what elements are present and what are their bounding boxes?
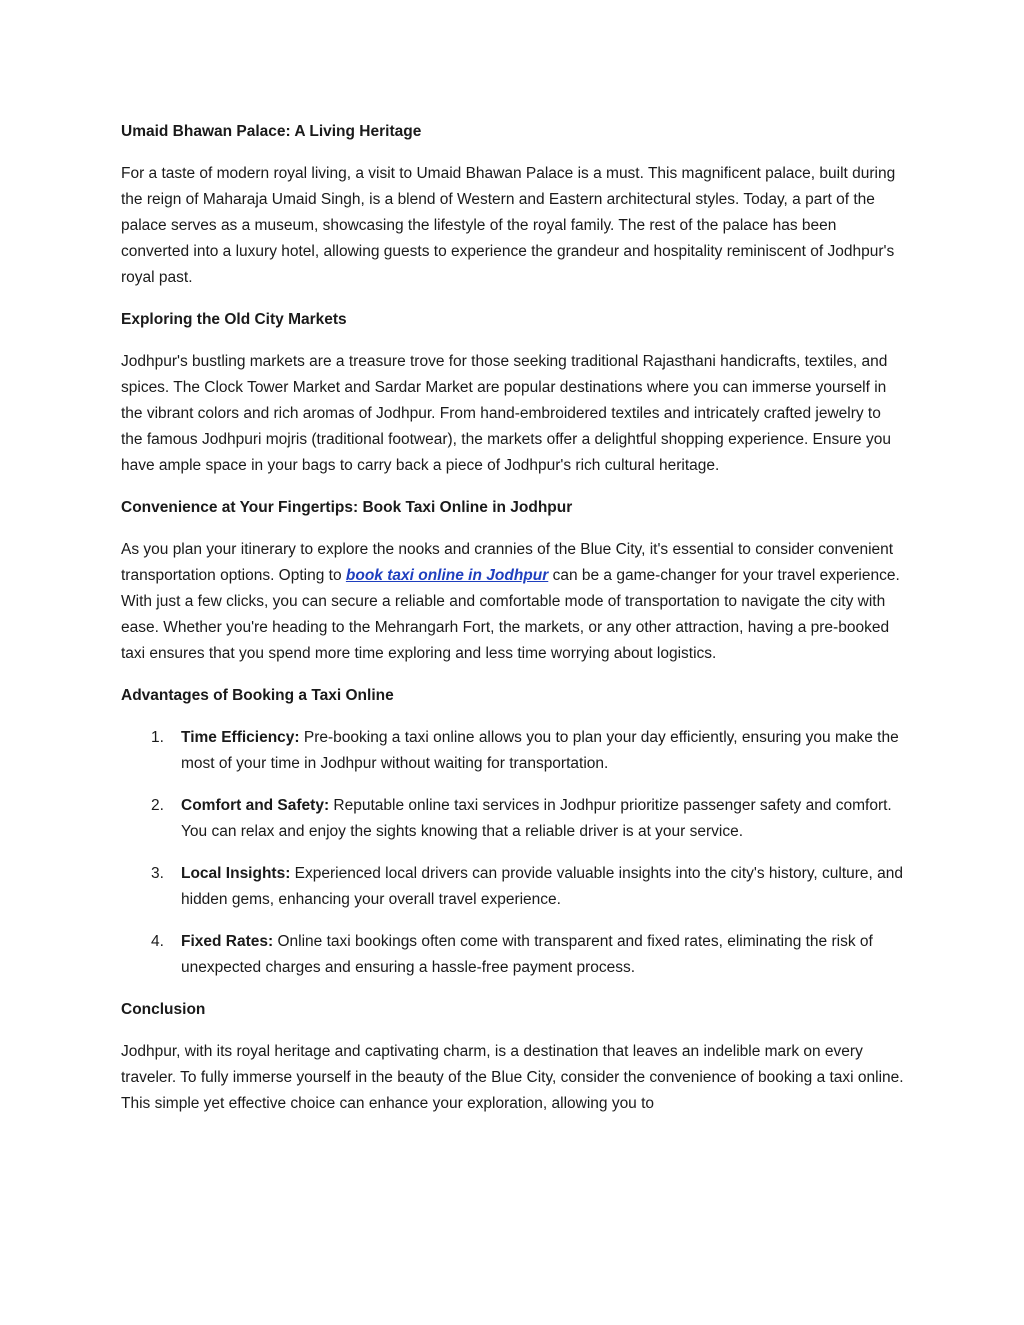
section-paragraph [121, 537, 906, 667]
list-item-title: Time Efficiency: [181, 729, 300, 746]
section-paragraph: For a taste of modern royal living, a visit to Umaid Bhawan Palace is a must. This magnificent palace, built during the reign of Maharaja Umaid Singh, is a blend of Western and Eastern architectural styles. Today, a part of the palace serves as a museum, showcasing the lifestyle of the royal family. The rest of the palace has been converted into a luxury hotel, allowing guests to experience the grandeur and hospitality reminiscent of Jodhpur's royal past. [121, 165, 896, 286]
section-heading: Exploring the Old City Markets [121, 311, 347, 328]
document-content [121, 119, 906, 1133]
list-item [121, 861, 906, 913]
list-number: 3. [151, 865, 164, 882]
paragraph-text: can be a game-changer for your travel experience. With just a few clicks, you can secure a reliable and comfortable mode of transportation to navigate the city with ease. Whether you're heading to the Mehrangarh Fort, the markets, or any other attraction, having a pre-booked taxi ensures that you spend more time exploring and less time worrying about logistics. [121, 567, 900, 662]
list-item-text: Reputable online taxi services in Jodhpur prioritize passenger safety and comfort. You can relax and enjoy the sights knowing that a reliable driver is at your service. [181, 797, 892, 840]
section-paragraph: Jodhpur, with its royal heritage and captivating charm, is a destination that leaves an indelible mark on every traveler. To fully immerse yourself in the beauty of the Blue City, consider the convenience of booking a taxi online. This simple yet effective choice can enhance your exploration, allowing you to [121, 1043, 904, 1112]
list-item [121, 793, 906, 845]
list-item-text: Experienced local drivers can provide valuable insights into the city's history, culture, and hidden gems, enhancing your overall travel experience. [181, 865, 904, 908]
list-item-text: Online taxi bookings often come with transparent and fixed rates, eliminating the risk of unexpected charges and ensuring a hassle-free payment process. [181, 933, 873, 976]
section-heading: Convenience at Your Fingertips: Book Taxi Online in Jodhpur [121, 499, 573, 516]
list-number: 2. [151, 797, 164, 814]
paragraph-text: As you plan your itinerary to explore the nooks and crannies of the Blue City, it's essential to consider convenient transportation options. Opting to [121, 541, 894, 584]
list-item-title: Fixed Rates: [181, 933, 274, 950]
list-number: 4. [151, 933, 164, 950]
advantages-list [121, 725, 906, 981]
list-number: 1. [151, 729, 164, 746]
book-taxi-link[interactable]: book taxi online in Jodhpur [345, 567, 549, 584]
section-heading: Advantages of Booking a Taxi Online [121, 687, 394, 704]
section-paragraph: Jodhpur's bustling markets are a treasure trove for those seeking traditional Rajasthani handicrafts, textiles, and spices. The Clock Tower Market and Sardar Market are popular destinations where you can immerse yourself in the vibrant colors and rich aromas of Jodhpur. From hand-embroidered textiles and intricately crafted jewelry to the famous Jodhpuri mojris (traditional footwear), the markets offer a delightful shopping experience. Ensure you have ample space in your bags to carry back a piece of Jodhpur's rich cultural heritage. [121, 353, 891, 474]
list-item-title: Comfort and Safety: [181, 797, 330, 814]
list-item-title: Local Insights: [181, 865, 291, 882]
section-heading: Umaid Bhawan Palace: A Living Heritage [121, 123, 422, 140]
list-item-text: Pre-booking a taxi online allows you to plan your day efficiently, ensuring you make the most of your time in Jodhpur without waiting for transportation. [181, 729, 899, 772]
list-item [121, 725, 906, 777]
list-item [121, 929, 906, 981]
section-heading: Conclusion [121, 1001, 206, 1018]
